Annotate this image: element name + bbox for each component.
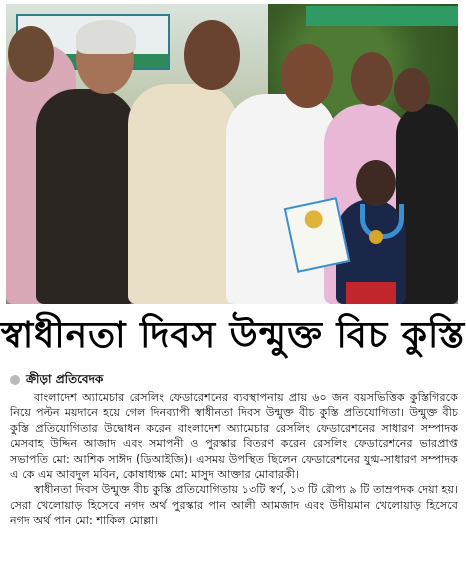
person-black-shirt-head [394, 68, 430, 112]
person-left-edge-head [8, 26, 54, 82]
paragraph-2: স্বাধীনতা দিবস উন্মুক্ত বীচ কুস্তি প্রতিযোগিতায় ১৩টি স্বর্ণ, ১৩ টি রৌপ্য ৯ টি তাম্রপদক দেয়া হয়। সেরা খেলোয়াড় হিসেবে নগদ অর্থ পুরস্কার পান আলী আমজাদ এবং উদীয়মান খেলোয়াড় হিসেবে নগদ অর্থ পান মো: শাকিল মোল্লা। [10, 483, 458, 528]
photo-awning [306, 6, 458, 26]
person-cream-shirt-head [184, 20, 240, 90]
child-wrestler-shorts [346, 282, 396, 304]
person-cream-shirt [128, 84, 238, 304]
article-body [10, 390, 458, 529]
certificate-seal-icon [303, 209, 324, 230]
byline-text: ক্রীড়া প্রতিবেদক [26, 372, 104, 386]
headline: স্বাধীনতা দিবস উন্মুক্ত বিচ কুস্তি [0, 315, 466, 356]
paragraph-1: বাংলাদেশ অ্যামেচার রেসলিং ফেডারেশনের ব্যবস্থাপনায় প্রায় ৬০ জন বয়সভিত্তিক কুস্তিগিরকে নিয়ে পল্টন ময়দানে হয়ে গেল দিনব্যাপী স্বাধীনতা দিবস উন্মুক্ত বীচ কুস্তি প্রতিযোগিতা। উন্মুক্ত বীচ কুস্তি প্রতিযোগিতার উদ্বোধন করেন বাংলাদেশ অ্যামেচার রেসলিং ফেডারেশনের সাধারণ সম্পাদক মেসবাহ উদ্দিন আজাদ এবং সমাপনী ও পুরস্কার বিতরণ করেন রেসলিং ফেডারেশনের ভারপ্রাপ্ত সভাপতি মো: আশিক সাঈদ (ডিআইজি)। এসময় উপস্থিত ছিলেন ফেডারেশনের যুগ্ম-সাধারণ সম্পাদক এ কে এম আবদুল মবিন, কোষাধ্যক্ষ মো: মাসুদ আক্তার মোবারকী। [10, 391, 458, 482]
child-wrestler-head [356, 160, 396, 206]
byline [10, 370, 103, 388]
news-photo [6, 4, 458, 304]
person-white-shirt-head [281, 44, 333, 108]
bullet-icon [10, 375, 20, 385]
person-elder-hair [76, 20, 136, 54]
person-elder-glasses [36, 89, 136, 304]
medal-icon [369, 230, 383, 244]
person-pink-shirt-head [351, 52, 393, 106]
person-white-shirt [226, 94, 336, 304]
